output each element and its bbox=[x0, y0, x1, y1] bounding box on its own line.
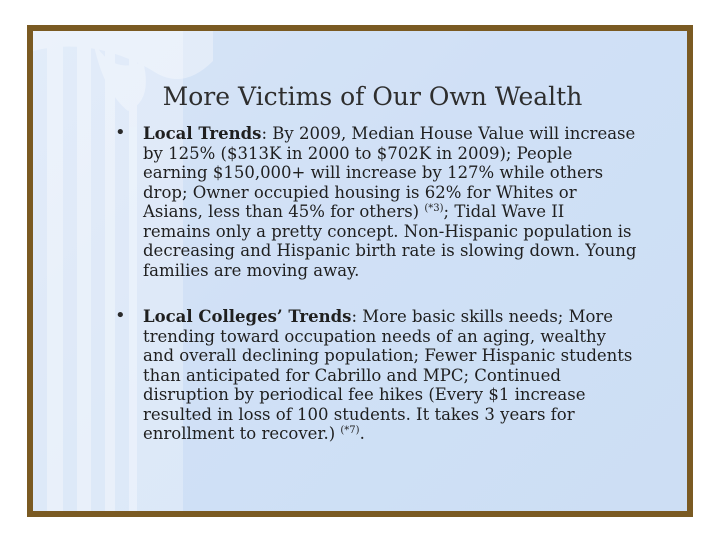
bullet-local-trends bbox=[115, 122, 637, 280]
citation-ref: (*7) bbox=[340, 425, 360, 436]
bullet-text: : By 2009, Median House Value will increase by 125% ($313K in 2000 to $702K in 2009); People earning $150,000+ will increase by 127% while others drop; Owner occupied housing is 62% for Whites or Asians, less than 45% for others) bbox=[143, 124, 636, 221]
bullet-lead: Local Colleges’ Trends bbox=[143, 307, 352, 326]
citation-ref: (*3) bbox=[424, 203, 444, 214]
slide-title: More Victims of Our Own Wealth bbox=[162, 82, 583, 111]
bullet-text: : More basic skills needs; More trending toward occupation needs of an aging, wealthy and overall declining population; Fewer Hispanic students than anticipated for Cabrillo and MPC; Continued disruption by periodical fee hikes (Every $1 increase resulted in loss of 100 students. It takes 3 years for enrollment to recover.) bbox=[143, 307, 633, 443]
bullet-local-colleges-trends bbox=[115, 305, 637, 444]
bullet-marker: • bbox=[115, 122, 126, 143]
bullet-text-cont: ; Tidal Wave II remains only a pretty concept. Non-Hispanic population is decreasing and Hispanic birth rate is slowing down. Young families are moving away. bbox=[143, 202, 637, 280]
bullet-lead: Local Trends bbox=[143, 124, 262, 143]
bullet-text-cont: . bbox=[359, 424, 365, 443]
bullet-marker: • bbox=[115, 305, 126, 326]
